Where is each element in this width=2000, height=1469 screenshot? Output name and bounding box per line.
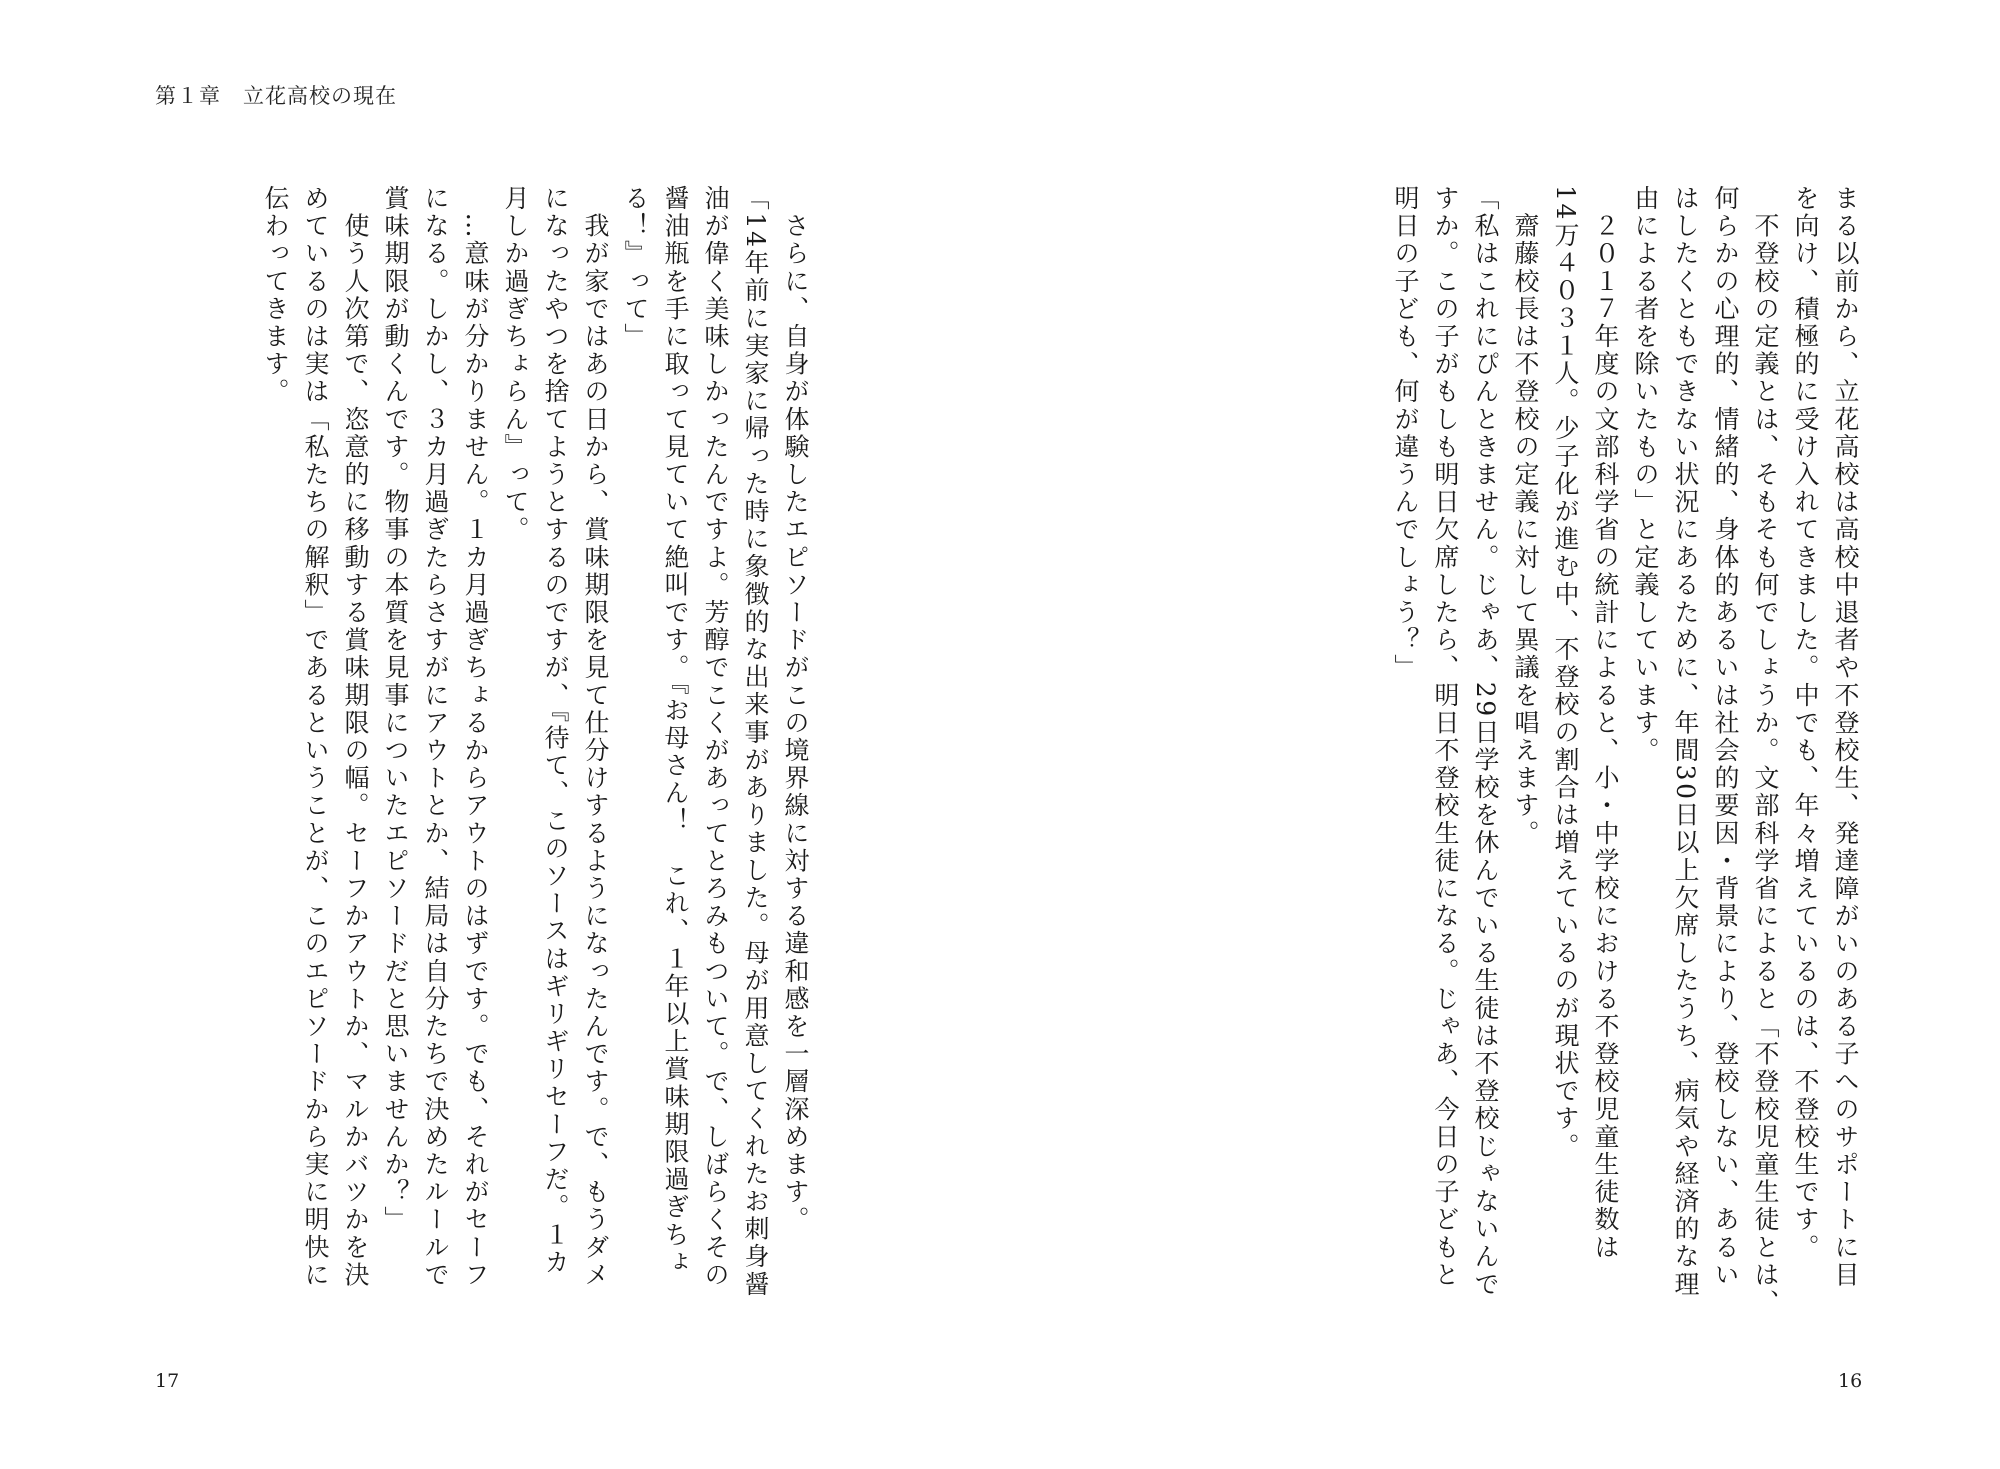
text-line: 不登校の定義とは、そもそも何でしょうか。文部科学省によると「不登校児童生徒とは、 — [1751, 185, 1780, 1317]
text-line: る！』って」 — [621, 185, 650, 351]
text-line: 醤油瓶を手に取って見ていて絶叫です。『お母さん！ これ、１年以上賞味期限過ぎちょ — [661, 185, 690, 1277]
text-line: すか。この子がもしも明日欠席したら、明日不登校生徒になる。じゃあ、今日の子どもと — [1431, 185, 1460, 1289]
text-line: 14万４０３１人。少子化が進む中、不登校の割合は増えているのが現状です。 — [1551, 185, 1580, 1161]
running-head: 第１章 立花高校の現在 — [155, 84, 397, 108]
text-line: 我が家ではあの日から、賞味期限を見て仕分けするようになったんです。で、もうダメ — [581, 185, 610, 1289]
text-line: になったやつを捨てようとするのですが、『待て、このソースはギリギリセーフだ。１カ — [541, 185, 570, 1277]
page-number-17: 17 — [155, 1370, 180, 1392]
text-line: 月しか過ぎちょらん』って。 — [501, 185, 530, 544]
page-16-body — [1225, 185, 1865, 1335]
text-line: を向け、積極的に受け入れてきました。中でも、年々増えているのは、不登校生です。 — [1791, 185, 1820, 1262]
page-17-body — [155, 185, 815, 1335]
text-line: さらに、自身が体験したエピソードがこの境界線に対する違和感を一層深めます。 — [781, 185, 810, 1234]
text-line: めているのは実は「私たちの解釈」であるということが、このエピソードから実に明快に — [301, 185, 330, 1289]
text-line: 使う人次第で、恣意的に移動する賞味期限の幅。セーフかアウトか、マルかバツかを決 — [341, 185, 370, 1289]
text-line: まる以前から、立花高校は高校中退者や不登校生、発達障がいのある子へのサポートに目 — [1831, 185, 1860, 1289]
text-line: 「14年前に実家に帰った時に象徴的な出来事がありました。母が用意してくれたお刺身醤 — [741, 185, 770, 1299]
text-line: 齋藤校長は不登校の定義に対して異議を唱えます。 — [1511, 185, 1540, 848]
text-line: 伝わってきます。 — [261, 185, 290, 406]
text-line: 「私はこれにぴんときません。じゃあ、29日学校を休んでいる生徒は不登校じゃないんで — [1471, 185, 1500, 1299]
text-line: はしたくともできない状況にあるために、年間30日以上欠席したうち、病気や経済的な理 — [1671, 185, 1700, 1299]
text-line: 何らかの心理的、情緒的、身体的あるいは社会的要因・背景により、登校しない、あるい — [1711, 185, 1740, 1289]
text-line: …意味が分かりません。１カ月過ぎちょるからアウトのはずです。でも、それがセーフ — [461, 185, 490, 1289]
page-number-16: 16 — [1838, 1370, 1863, 1392]
text-line: 油が偉く美味しかったんですよ。芳醇でこくがあってとろみもついて。で、しばらくその — [701, 185, 730, 1289]
text-line: 明日の子ども、何が違うんでしょう？」 — [1391, 185, 1420, 682]
text-line: 由による者を除いたもの」と定義しています。 — [1631, 185, 1660, 765]
text-line: 賞味期限が動くんです。物事の本質を見事についたエピソードだと思いませんか？」 — [381, 185, 410, 1234]
text-line: になる。しかし、３カ月過ぎたらさすがにアウトとか、結局は自分たちで決めたルールで — [421, 185, 450, 1289]
text-line: ２０１７年度の文部科学省の統計によると、小・中学校における不登校児童生徒数は — [1591, 185, 1620, 1262]
